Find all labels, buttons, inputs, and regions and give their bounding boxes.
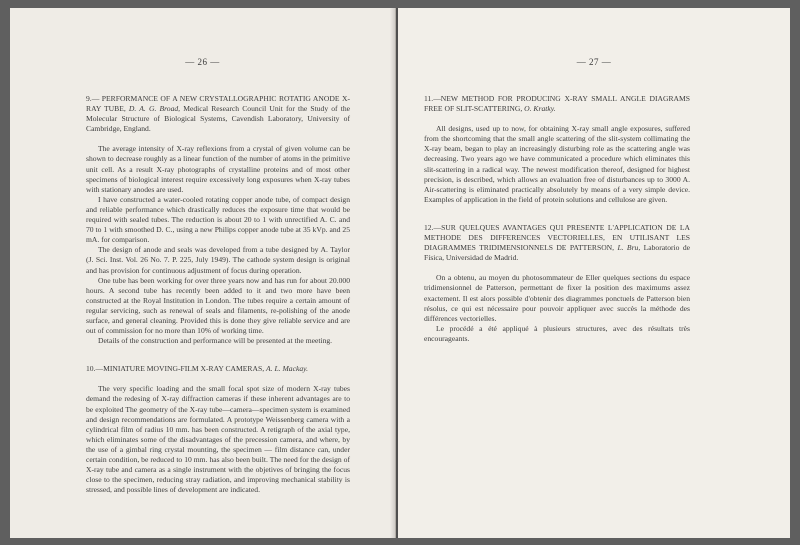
section-12-heading: 12.—SUR QUELQUES AVANTAGES QUI PRESENTE L'APPLICATION DE LA METHODE DES DIFFERENCES VECTORIELLES, EN UTILISANT LES DIAGRAMMES TRIDIMENSIONNELS DE PATTERSON, L. Bru, Laboratorio de Física, Universidad de Madrid. (424, 222, 690, 263)
paragraph: Le procédé a été appliqué à plusieurs structures, avec des résultats très encourageants. (424, 323, 690, 343)
right-text-column (424, 94, 690, 344)
section-9-heading: 9.— PERFORMANCE OF A NEW CRYSTALLOGRAPHIC ROTATIG ANODE X-RAY TUBE, D. A. G. Broad, Medical Research Council Unit for the Study of the Molecular Structure of Biological Systems, Cavendish Laboratory, University of Cambridge, England. (86, 94, 350, 134)
section-11-heading: 11.—NEW METHOD FOR PRODUCING X-RAY SMALL ANGLE DIAGRAMS FREE OF SLIT-SCATTERING, O. Kratky. (424, 94, 690, 114)
left-page (10, 8, 396, 538)
page-number: — 27 — (576, 57, 612, 67)
left-text-column (86, 94, 350, 495)
paragraph: One tube has been working for over three years now and has run for about 20.000 hours. A second tube has recently been added to it and two more have been constructed at the Royal Institution in London. The tubes require a certain amount of regular servicing, such as renewal of seals and filaments, re-polishing of the anode surface, and general cleaning. Provided this is done they give reliable service and are out of commission for no more than 10% of working time. (86, 275, 350, 336)
paragraph: The design of anode and seals was developed from a tube designed by A. Taylor (J. Sci. Inst. Vol. 26 No. 7. P. 225, July 1949). The cathode system design is original and has provision for continuous adjustment of focus during operation. (86, 245, 350, 275)
paragraph: On a obtenu, au moyen du photosommateur de Eller quelques sections du espace tridimensionnel de Patterson, permettant de fixer la position des maximums assez exactement. Il est alors possible d'obtenir des diagrammes ponctuels de Patterson bien résolus, ce qui est nécessaire pour pouvoir appliquer avec succès la méthode des différences vectorielles. (424, 273, 690, 323)
right-page (398, 8, 790, 538)
page-number: — 26 — (185, 57, 220, 67)
section-10-heading: 10.—MINIATURE MOVING-FILM X-RAY CAMERAS, A. L. Mackay. (86, 364, 308, 374)
paragraph: The average intensity of X-ray reflexions from a crystal of given volume can be shown to decrease roughly as a linear function of the number of atoms in the primitive unit cell. As a result X-ray photographs of crystalline proteins and of most other specimens of biological interest require excessively long exposures when X-ray tubes with stationary anodes are used. (86, 144, 350, 194)
paragraph: All designs, used up to now, for obtaining X-ray small angle exposures, suffered from the shortcoming that the small angle scattering of the slit-system collimating the X-ray beam, began to play an increasingly disturbing role as the scattering angle was decreasing. Two years ago we have communicated a procedure which eliminates this slit-scattering in a radical way. The newest modification thereof, designed for highest precision, is described, which allows an evaluation free of disturbances up to 3000 A. Air-scattering is eliminated practically absolutely by means of a very simple device. Examples of application in the field of protein solutions and cellulose are given. (424, 124, 690, 204)
paragraph: The very specific loading and the small focal spot size of modern X-ray tubes demand the redesing of X-ray diffraction cameras if these inherent advantages are to be exploited The geometry of the X-ray tube—camera—specimen system is examined and design recommendations are formulated. A prototype Weissenberg camera with a cylindrical film of radius 10 mm. has been constructed. A retigraph of the axial type, which eliminates some of the disadvantages of the precession camera, and where, by the use of a gimbal ring crystal mounting, the specimen — film distance can, under certain condition, be reduced to 10 mm. has also been built. The need for the design of X-ray tube and camera as a single instrument with the objetives of bringing the focus close to the specimen, reducing stray radiation, and improving mechanical stability is stressed, and possible lines of development are indicated. (86, 384, 350, 495)
paragraph: I have constructed a water-cooled rotating copper anode tube, of compact design and reliable performance which drastically reduces the exposure time that would be required with sealed tubes. The reduction is about 20 to 1 with unrectified A. C. and 70 to 1 with smoothed D. C., using a new Philips copper anode tube at 35 kVp. and 25 mA. for comparison. (86, 194, 350, 245)
paragraph: Details of the construction and performance will be presented at the meeting. (98, 336, 333, 346)
